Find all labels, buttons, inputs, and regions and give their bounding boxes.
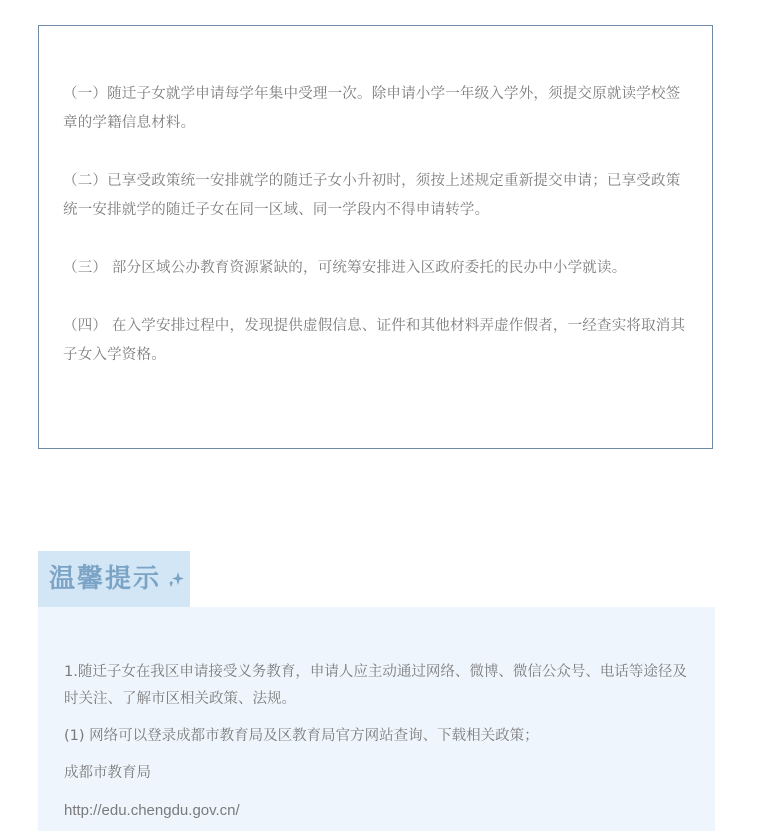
rule-item-1: （一）随迁子女就学申请每学年集中受理一次。除申请小学一年级入学外，须提交原就读学校签章的学籍信息材料。 bbox=[63, 86, 681, 131]
rule-item-3: （三） 部分区域公办教育资源紧缺的，可统筹安排进入区政府委托的民办中小学就读。 bbox=[63, 260, 627, 276]
tips-body bbox=[38, 607, 715, 831]
rules-box bbox=[38, 25, 713, 449]
rule-item-4: （四） 在入学安排过程中，发现提供虚假信息、证件和其他材料弄虚作假者，一经查实将取消其子女入学资格。 bbox=[63, 318, 686, 363]
sparkle-icon bbox=[167, 570, 185, 588]
site-name: 成都市教育局 bbox=[64, 765, 151, 781]
tips-paragraph-2: (1) 网络可以登录成都市教育局及区教育局官方网站查询、下载相关政策； bbox=[64, 728, 539, 744]
site-url-link[interactable]: http://edu.chengdu.gov.cn/ bbox=[64, 802, 240, 819]
tips-header bbox=[38, 551, 190, 607]
tips-paragraph-1: 1.随迁子女在我区申请接受义务教育，申请人应主动通过网络、微博、微信公众号、电话等途径及时关注、了解市区相关政策、法规。 bbox=[64, 664, 687, 707]
tips-title: 温馨提示 bbox=[49, 564, 162, 594]
rule-item-2: （二）已享受政策统一安排就学的随迁子女小升初时，须按上述规定重新提交申请；已享受政策统一安排就学的随迁子女在同一区域、同一学段内不得申请转学。 bbox=[63, 173, 681, 218]
